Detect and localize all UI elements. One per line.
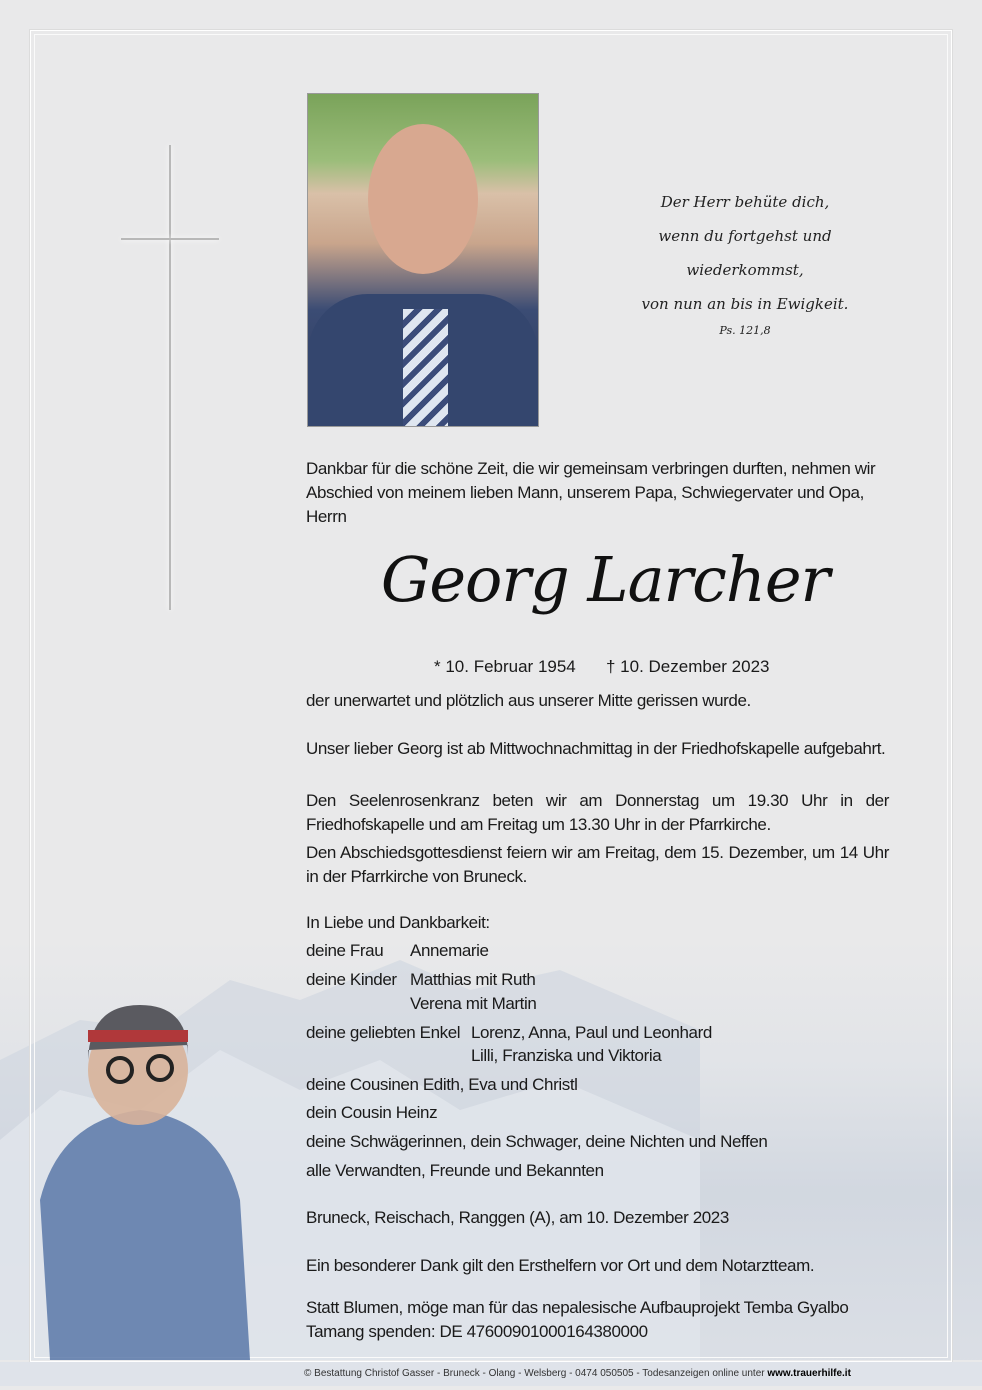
quote-line: wenn du fortgehst und wiederkommst, — [658, 227, 832, 279]
donation-text: Statt Blumen, möge man für das nepalesische Aufbauprojekt Temba Gyalbo Tamang spenden: DE 47600901000164380000 — [306, 1298, 849, 1341]
child-name: Verena mit Martin — [410, 994, 537, 1013]
quote-line: Der Herr behüte dich, — [660, 193, 830, 211]
hiker-photo — [20, 1000, 260, 1360]
birth-date: * 10. Februar 1954 — [434, 657, 576, 676]
cross-icon-bar — [121, 238, 219, 240]
footer — [0, 1362, 982, 1386]
footer-link[interactable]: www.trauerhilfe.it — [767, 1368, 851, 1379]
quote-reference: Ps. 121,8 — [719, 324, 771, 337]
cousin-male: dein Cousin Heinz — [306, 1103, 438, 1122]
mourners-heading: In Liebe und Dankbarkeit: — [306, 913, 490, 932]
paragraph: Den Seelenrosenkranz beten wir am Donnerstag um 19.30 Uhr in der Friedhofskapelle und am Freitag um 13.30 Uhr in der Pfarrkirche. — [306, 791, 889, 834]
portrait-photo — [307, 93, 539, 427]
cousins-female: deine Cousinen Edith, Eva und Christl — [306, 1075, 578, 1094]
wife-name: Annemarie — [410, 941, 489, 960]
bible-quote — [600, 185, 890, 341]
intro-text: Dankbar für die schöne Zeit, die wir gemeinsam verbringen durften, nehmen wir Abschied von meinem lieben Mann, unserem Papa, Schwiegervater und Opa, Herrn — [306, 459, 876, 526]
thanks-text: Ein besonderer Dank gilt den Ersthelfern vor Ort und dem Notarztteam. — [306, 1256, 815, 1275]
subtitle-text: der unerwartet und plötzlich aus unserer Mitte gerissen wurde. — [306, 691, 751, 710]
paragraph: Den Abschiedsgottesdienst feiern wir am Freitag, dem 15. Dezember, um 14 Uhr in der Pfarrkirche von Bruneck. — [306, 843, 889, 886]
grandchildren-label: deine geliebten Enkel — [306, 1023, 461, 1042]
wife-label: deine Frau — [306, 941, 384, 960]
grandchildren-names: Lilli, Franziska und Viktoria — [471, 1046, 662, 1065]
grandchildren-names: Lorenz, Anna, Paul und Leonhard — [471, 1023, 712, 1042]
other-mourners: alle Verwandten, Freunde und Bekannten — [306, 1161, 604, 1180]
death-date: † 10. Dezember 2023 — [606, 657, 770, 676]
place-date: Bruneck, Reischach, Ranggen (A), am 10. Dezember 2023 — [306, 1208, 729, 1227]
cross-icon — [169, 145, 171, 610]
footer-text: © Bestattung Christof Gasser - Bruneck - Olang - Welsberg - 0474 050505 - Todesanzeigen online unter — [304, 1368, 765, 1379]
paragraph: Unser lieber Georg ist ab Mittwochnachmittag in der Friedhofskapelle aufgebahrt. — [306, 739, 886, 758]
in-laws: deine Schwägerinnen, dein Schwager, deine Nichten und Neffen — [306, 1132, 768, 1151]
quote-line: von nun an bis in Ewigkeit. — [641, 295, 849, 313]
child-name: Matthias mit Ruth — [410, 970, 536, 989]
deceased-name: Georg Larcher — [380, 543, 830, 616]
children-label: deine Kinder — [306, 970, 397, 989]
